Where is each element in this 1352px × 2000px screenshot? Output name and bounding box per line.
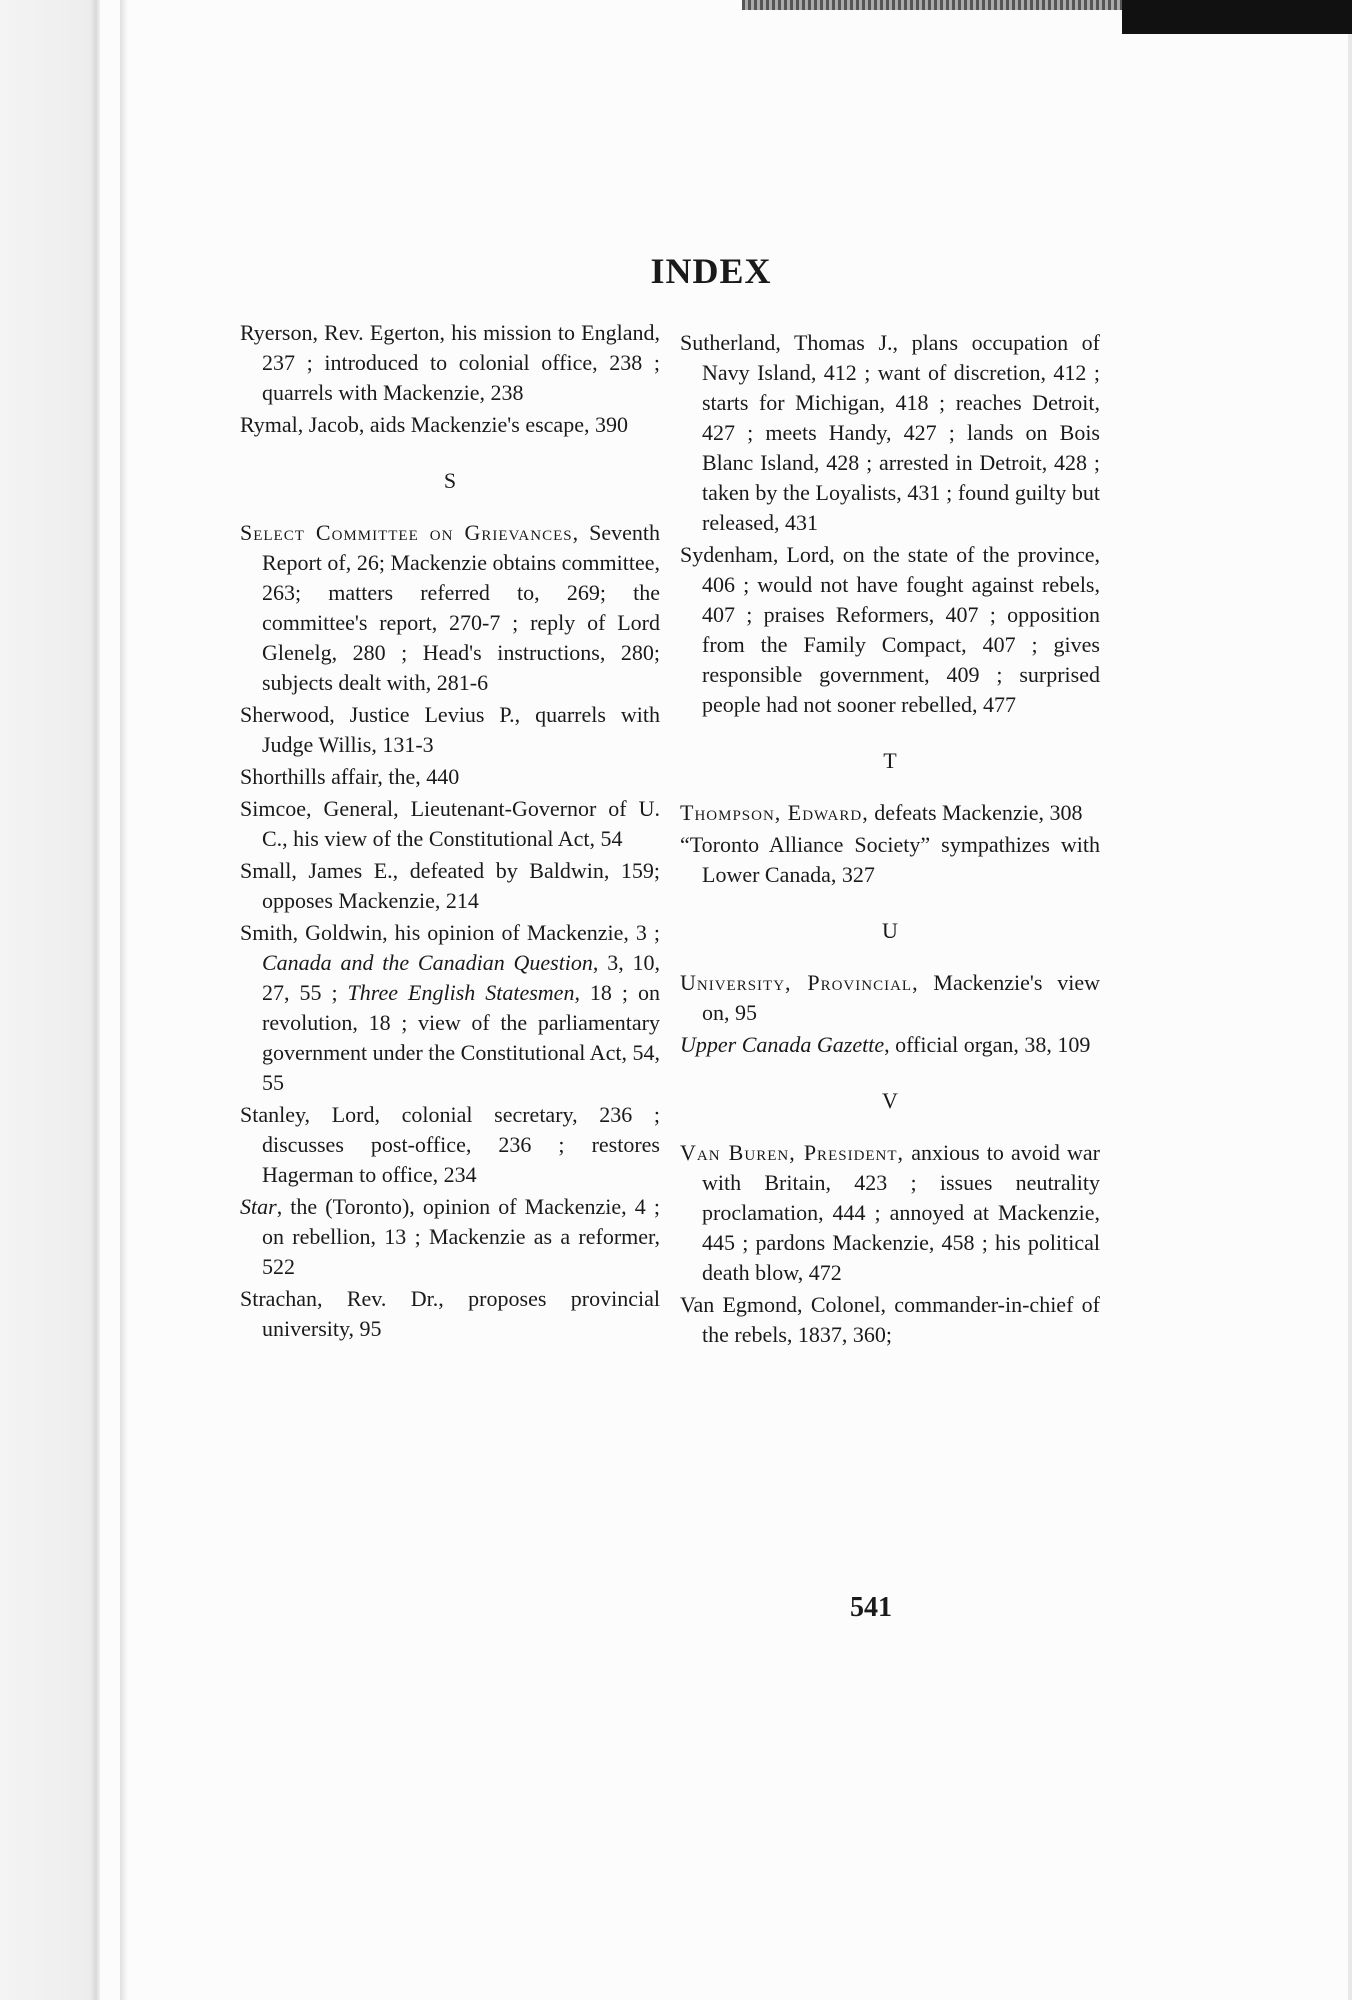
index-entry-sherwood: Sherwood, Justice Levius P., quarrels with Judge Willis, 131-3 bbox=[240, 702, 660, 757]
index-column-right bbox=[680, 328, 1100, 1352]
index-entry-van-buren bbox=[680, 1138, 1100, 1288]
index-entry-sydenham: Sydenham, Lord, on the state of the province, 406 ; would not have fought against rebels, 407 ; praises Reformers, 407 ; opposition from the Family Compact, 407 ; gives responsible government, 409 ; surprised people had not sooner rebelled, 477 bbox=[680, 542, 1100, 717]
newspaper-title: Upper Canada Gazette bbox=[680, 1032, 885, 1057]
section-letter-v: V bbox=[882, 1088, 898, 1113]
index-entry-shorthills: Shorthills affair, the, 440 bbox=[240, 764, 460, 789]
index-entry-select-committee bbox=[240, 518, 660, 698]
index-entry-stanley: Stanley, Lord, colonial secretary, 236 ; discusses post-office, 236 ; restores Hagerman to office, 234 bbox=[240, 1102, 660, 1187]
entry-heading: University, Provincial, bbox=[680, 970, 919, 995]
entry-text: anxious to avoid war with Britain, 423 ; issues neutrality proclamation, 444 ; annoyed at Mackenzie, 445 ; pardons Mackenzie, 458 ; his political death blow, 472 bbox=[702, 1140, 1100, 1285]
entry-text: , 18 ; on revolution, 18 ; view of the parliamentary government under the Constitutional Act, 54, 55 bbox=[262, 980, 660, 1095]
entry-text: , the (Toronto), opinion of Mackenzie, 4 ; on rebellion, 13 ; Mackenzie as a reformer, 522 bbox=[262, 1194, 660, 1279]
section-letter-t: T bbox=[883, 748, 897, 773]
index-entry-small: Small, James E., defeated by Baldwin, 159; opposes Mackenzie, 214 bbox=[240, 858, 660, 913]
index-entry-university bbox=[680, 968, 1100, 1028]
index-entry-thompson bbox=[680, 798, 1100, 828]
entry-text: , official organ, 38, 109 bbox=[884, 1032, 1091, 1057]
scan-right-edge bbox=[1348, 34, 1352, 2000]
index-entry-van-egmond: Van Egmond, Colonel, commander-in-chief of the rebels, 1837, 360; bbox=[680, 1292, 1100, 1347]
index-entry-toronto-alliance: “Toronto Alliance Society” sympathizes with Lower Canada, 327 bbox=[680, 832, 1100, 887]
entry-text: defeats Mackenzie, 308 bbox=[868, 800, 1083, 825]
index-entry-upper-canada-gazette bbox=[680, 1030, 1100, 1060]
entry-text: Smith, Goldwin, his opinion of Mackenzie, 3 ; bbox=[240, 920, 660, 945]
entry-text: Seventh Report of, 26; Mackenzie obtains committee, 263; matters referred to, 269; the committee's report, 270-7 ; reply of Lord Glenelg, 280 ; Head's instructions, 280; subjects dealt with, 281-6 bbox=[262, 520, 660, 695]
entry-text: , 3, 10, 27, 55 ; bbox=[262, 950, 660, 1005]
index-column-left bbox=[240, 318, 660, 1346]
scan-left-edge bbox=[0, 0, 100, 2000]
section-letter-u: U bbox=[882, 918, 898, 943]
entry-heading: Thompson, Edward, bbox=[680, 800, 869, 825]
page-title: INDEX bbox=[650, 251, 772, 291]
index-entry-sutherland: Sutherland, Thomas J., plans occupation of Navy Island, 412 ; want of discretion, 412 ; starts for Michigan, 418 ; reaches Detroit, 427 ; meets Handy, 427 ; lands on Bois Blanc Island, 428 ; arrested in Detroit, 428 ; taken by the Loyalists, 431 ; found guilty but released, 431 bbox=[680, 330, 1100, 535]
book-title: Canada and the Canadian Question bbox=[262, 950, 593, 975]
index-entry-strachan: Strachan, Rev. Dr., proposes provincial university, 95 bbox=[240, 1286, 660, 1341]
index-entry-smith bbox=[240, 918, 660, 1098]
entry-heading: Select Committee on Grievances, bbox=[240, 520, 580, 545]
newspaper-title: Star bbox=[240, 1194, 277, 1219]
index-entry-star bbox=[240, 1192, 660, 1282]
book-title: Three English Statesmen bbox=[347, 980, 575, 1005]
page-number: 541 bbox=[850, 1592, 892, 1623]
entry-text: Mackenzie's view on, 95 bbox=[702, 970, 1100, 1025]
index-entry-ryerson: Ryerson, Rev. Egerton, his mission to England, 237 ; introduced to colonial office, 238 ; quarrels with Mackenzie, 238 bbox=[240, 320, 660, 405]
index-entry-rymal: Rymal, Jacob, aids Mackenzie's escape, 390 bbox=[240, 412, 628, 437]
section-letter-s: S bbox=[443, 468, 457, 493]
entry-heading: Van Buren, President, bbox=[680, 1140, 905, 1165]
scan-corner-dark bbox=[1122, 0, 1352, 34]
scan-top-strip bbox=[742, 0, 1122, 10]
page-gutter-shadow bbox=[120, 0, 128, 2000]
index-entry-simcoe: Simcoe, General, Lieutenant-Governor of U. C., his view of the Constitutional Act, 54 bbox=[240, 796, 660, 851]
